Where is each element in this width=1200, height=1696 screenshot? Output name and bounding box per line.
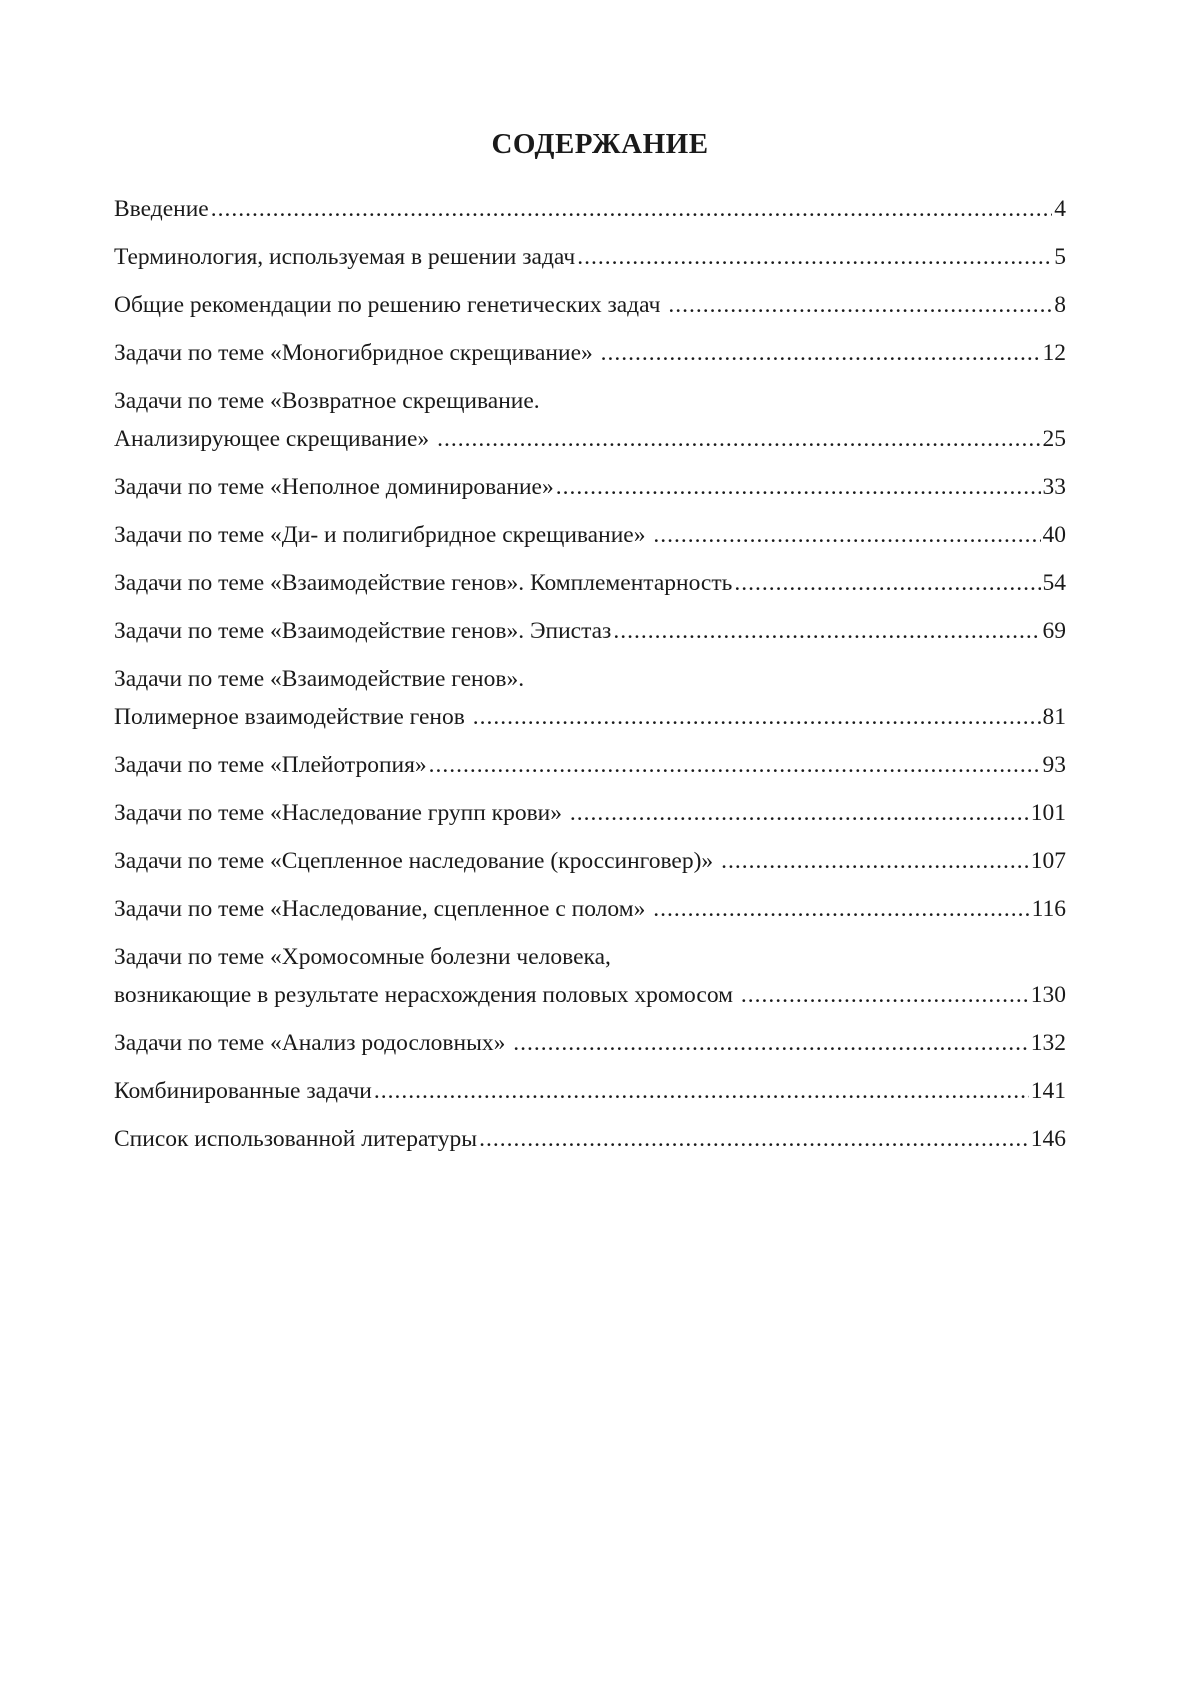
toc-entry — [114, 794, 1066, 832]
toc-entry-line — [114, 890, 1066, 928]
toc-entry — [114, 842, 1066, 880]
toc-entry — [114, 746, 1066, 784]
toc-entry — [114, 286, 1066, 324]
toc-entry-line — [114, 420, 1066, 458]
toc-entry-page-number: 116 — [1031, 896, 1066, 922]
toc-entry-title: Анализирующее скрещивание» — [114, 426, 436, 452]
toc-entry-line — [114, 612, 1066, 650]
toc-entry-page-number: 8 — [1054, 292, 1066, 318]
toc-entry-title: Задачи по теме «Плейотропия» — [114, 752, 427, 778]
dot-leader — [556, 468, 1041, 506]
toc-entry — [114, 334, 1066, 372]
toc-entry-line — [114, 238, 1066, 276]
toc-entry-line — [114, 1120, 1066, 1158]
dot-leader — [479, 1120, 1029, 1158]
dot-leader — [653, 890, 1029, 928]
dot-leader — [570, 794, 1029, 832]
toc-entry — [114, 938, 1066, 1014]
toc-entry-title: Задачи по теме «Взаимодействие генов». Комплементарность — [114, 570, 733, 596]
toc-entry-line — [114, 334, 1066, 372]
toc-entry-page-number: 40 — [1042, 522, 1066, 548]
toc-entry-first-line: Задачи по теме «Хромосомные болезни человека, — [114, 944, 611, 970]
toc-entry-page-number: 81 — [1042, 704, 1066, 730]
toc-entry-title: Терминология, используемая в решении задач — [114, 244, 576, 270]
toc-entry-page-number: 12 — [1042, 340, 1066, 366]
dot-leader — [374, 1072, 1029, 1110]
toc-entry-line — [114, 746, 1066, 784]
toc-entry-title: Введение — [114, 196, 209, 222]
dot-leader — [601, 334, 1041, 372]
toc-entry-title: Комбинированные задачи — [114, 1078, 372, 1104]
toc-entry — [114, 238, 1066, 276]
toc-entry — [114, 190, 1066, 228]
dot-leader — [211, 190, 1053, 228]
toc-entry-first-line: Задачи по теме «Возвратное скрещивание. — [114, 388, 540, 414]
toc-entry — [114, 890, 1066, 928]
dot-leader — [473, 698, 1041, 736]
toc-entry — [114, 612, 1066, 650]
toc-entry-title: Общие рекомендации по решению генетических задач — [114, 292, 667, 318]
toc-entry-title: Задачи по теме «Наследование групп крови» — [114, 800, 568, 826]
toc-entry-page-number: 69 — [1042, 618, 1066, 644]
toc-entry-page-number: 33 — [1042, 474, 1066, 500]
dot-leader — [577, 238, 1052, 276]
toc-entry-page-number: 4 — [1054, 196, 1066, 222]
toc-entry-page-number: 107 — [1030, 848, 1066, 874]
toc-entry — [114, 1072, 1066, 1110]
toc-entry — [114, 564, 1066, 602]
toc-entry-line — [114, 698, 1066, 736]
table-of-contents — [114, 190, 1066, 1168]
toc-entry-page-number: 146 — [1030, 1126, 1066, 1152]
toc-entry-title: Задачи по теме «Анализ родословных» — [114, 1030, 512, 1056]
toc-entry-line — [114, 564, 1066, 602]
toc-entry-title: Задачи по теме «Сцепленное наследование (кроссинговер)» — [114, 848, 720, 874]
dot-leader — [741, 976, 1029, 1014]
toc-entry-title: Задачи по теме «Моногибридное скрещивание» — [114, 340, 599, 366]
toc-entry-line — [114, 190, 1066, 228]
toc-entry-line — [114, 794, 1066, 832]
dot-leader — [721, 842, 1029, 880]
toc-entry-page-number: 54 — [1042, 570, 1066, 596]
page-title: СОДЕРЖАНИЕ — [491, 128, 709, 160]
toc-entry — [114, 468, 1066, 506]
dot-leader — [734, 564, 1040, 602]
toc-entry-line — [114, 516, 1066, 554]
toc-entry — [114, 382, 1066, 458]
toc-entry — [114, 1120, 1066, 1158]
dot-leader — [513, 1024, 1028, 1062]
toc-entry-first-line: Задачи по теме «Взаимодействие генов». — [114, 666, 525, 692]
toc-entry-line — [114, 842, 1066, 880]
dot-leader — [437, 420, 1040, 458]
toc-entry-title: Задачи по теме «Наследование, сцепленное с полом» — [114, 896, 652, 922]
dot-leader — [613, 612, 1040, 650]
toc-entry-page-number: 130 — [1030, 982, 1066, 1008]
toc-entry-line — [114, 1024, 1066, 1062]
toc-entry-page-number: 25 — [1042, 426, 1066, 452]
toc-entry-line — [114, 468, 1066, 506]
toc-entry-page-number: 93 — [1042, 752, 1066, 778]
toc-entry — [114, 1024, 1066, 1062]
toc-entry-page-number: 5 — [1054, 244, 1066, 270]
dot-leader — [668, 286, 1052, 324]
toc-entry-line — [114, 1072, 1066, 1110]
toc-entry-title: Полимерное взаимодействие генов — [114, 704, 471, 730]
toc-entry — [114, 516, 1066, 554]
toc-entry-title: Задачи по теме «Неполное доминирование» — [114, 474, 554, 500]
toc-entry-page-number: 132 — [1030, 1030, 1066, 1056]
dot-leader — [429, 746, 1041, 784]
toc-entry-page-number: 101 — [1030, 800, 1066, 826]
toc-entry-page-number: 141 — [1030, 1078, 1066, 1104]
toc-entry — [114, 660, 1066, 736]
toc-entry-title: возникающие в результате нерасхождения половых хромосом — [114, 982, 739, 1008]
toc-entry-title: Задачи по теме «Взаимодействие генов». Эпистаз — [114, 618, 612, 644]
toc-entry-title: Задачи по теме «Ди- и полигибридное скрещивание» — [114, 522, 652, 548]
dot-leader — [653, 516, 1040, 554]
toc-entry-title: Список использованной литературы — [114, 1126, 478, 1152]
toc-entry-line — [114, 286, 1066, 324]
toc-entry-line — [114, 976, 1066, 1014]
